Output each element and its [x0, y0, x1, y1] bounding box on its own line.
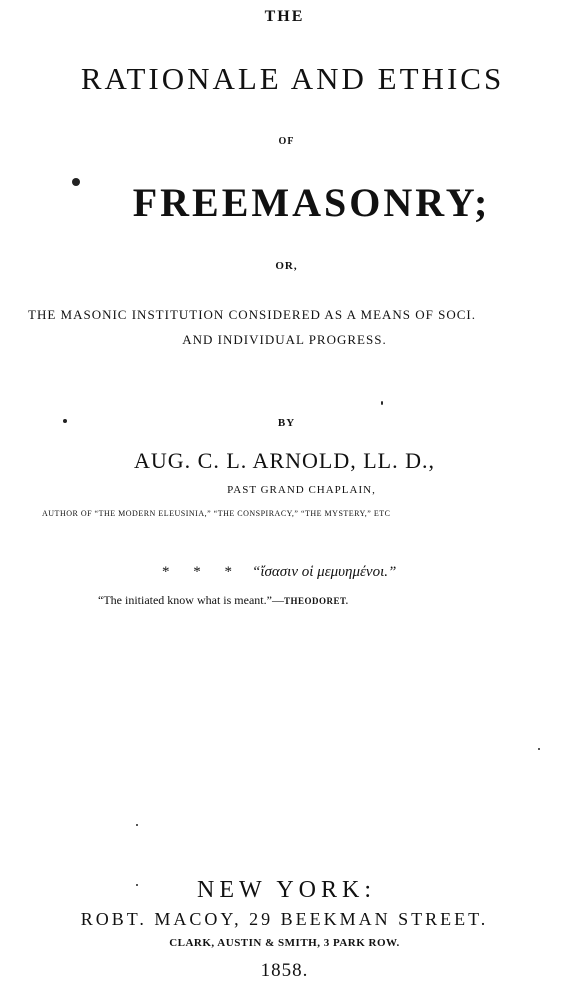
subtitle-line-1: THE MASONIC INSTITUTION CONSIDERED AS A MEANS OF SOCI. [28, 308, 476, 321]
subtitle-line-2: AND INDIVIDUAL PROGRESS. [182, 332, 387, 347]
ink-speck [381, 401, 383, 405]
title-or: OR, [275, 260, 298, 272]
author-role: PAST GRAND CHAPLAIN, [227, 484, 376, 496]
epigraph-english-source: THEODORET. [283, 596, 349, 606]
title-the: THE [264, 8, 305, 25]
imprint-distributor: CLARK, AUSTIN & SMITH, 3 PARK ROW. [169, 937, 400, 949]
ink-speck [136, 824, 138, 826]
ink-speck [538, 748, 540, 750]
author-works: AUTHOR OF “THE MODERN ELEUSINIA,” “THE CONSPIRACY,” “THE MYSTERY,” ETC [42, 510, 391, 518]
main-title: RATIONALE AND ETHICS [80, 61, 505, 96]
author-name: AUG. C. L. ARNOLD, LL. D., [134, 448, 435, 473]
title-by: BY [277, 417, 296, 429]
subject-title: FREEMASONRY; [132, 180, 491, 225]
epigraph-english-quote: “The initiated know what is meant.”— [98, 593, 284, 607]
title-of: OF [278, 136, 295, 147]
imprint-publisher: ROBT. MACOY, 29 BEEKMAN STREET. [80, 909, 489, 929]
imprint-city: NEW YORK: [197, 877, 376, 903]
epigraph-greek [162, 565, 396, 580]
epigraph-greek-text: “ἴσασιν οἱ μεμυημένοι.” [252, 564, 397, 580]
epigraph-english [98, 594, 349, 606]
imprint-year: 1858. [260, 960, 309, 981]
epigraph-stars: * * * [162, 564, 242, 580]
